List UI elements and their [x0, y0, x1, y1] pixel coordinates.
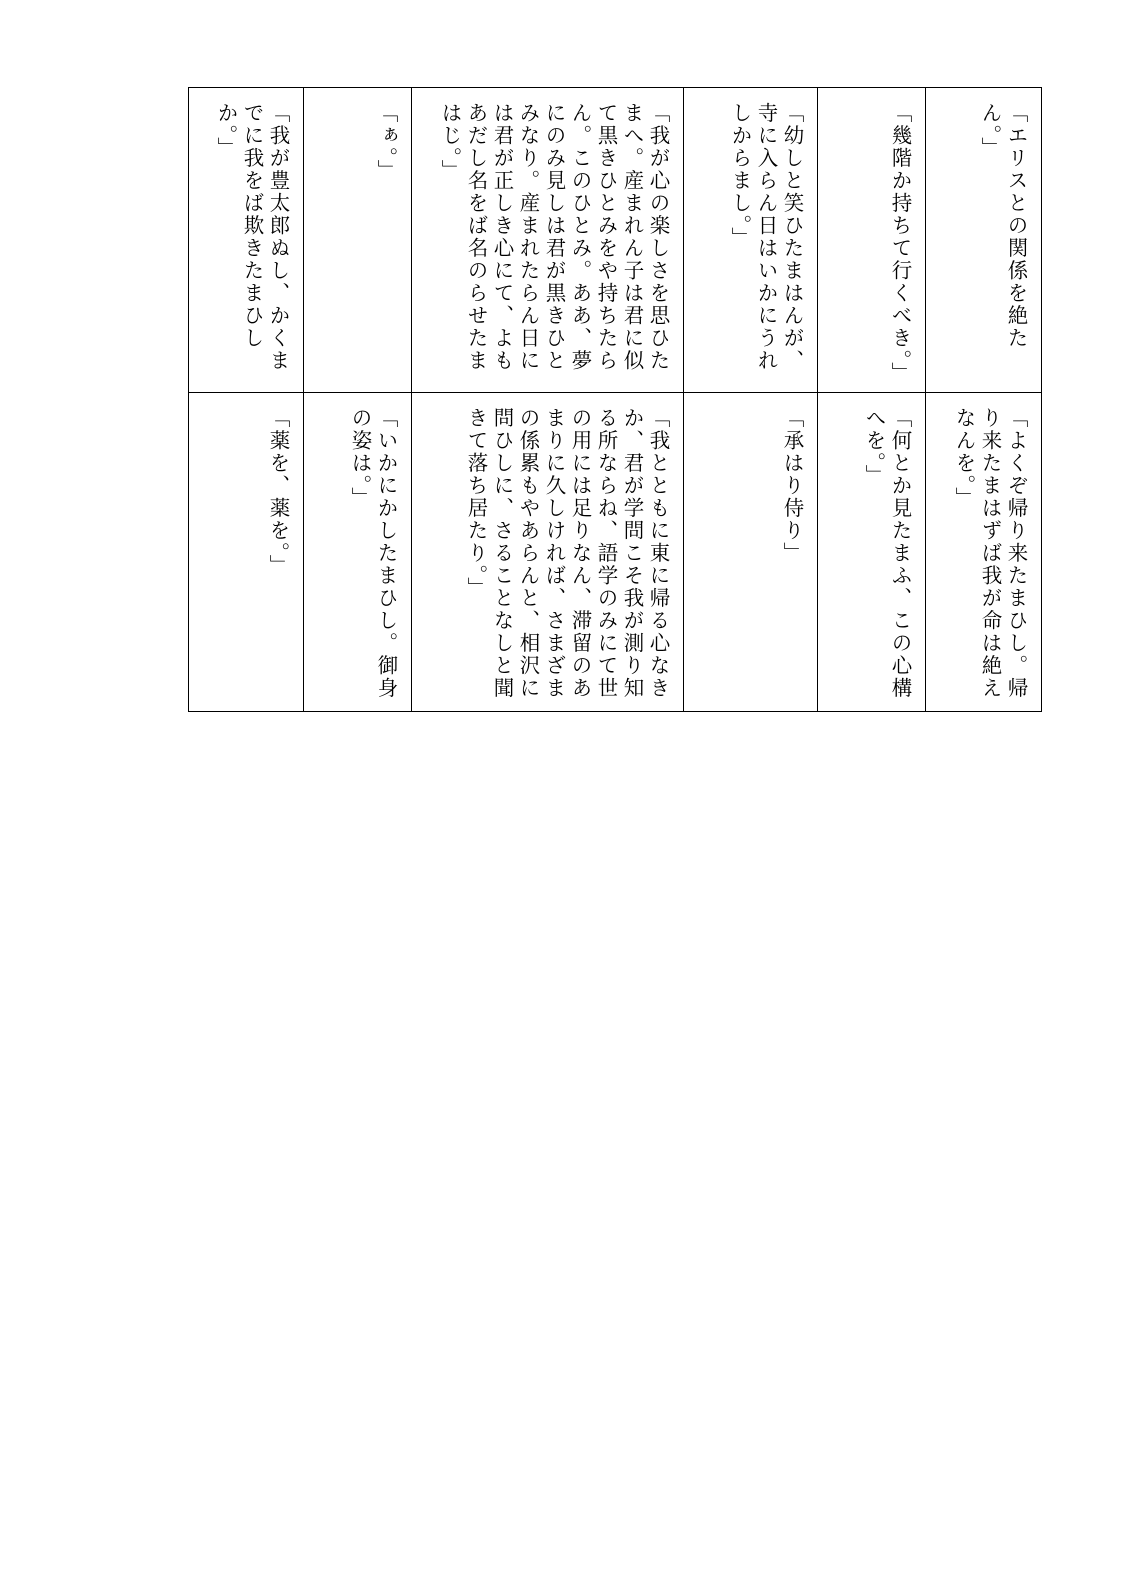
- quote-text: 「我が心の楽しさを思ひたまへ。産まれん子は君に似て黒きひとみをや持ちたらん。このひとみ。ああ、夢にのみ見しは君が黒きひとみなり。産まれたらん日には君が正しき心にて、よもあだし名をば名のらせたまはじ。」: [438, 102, 670, 372]
- table-cell: [926, 88, 1042, 393]
- quote-text: 「薬を、薬を。」: [266, 407, 290, 577]
- table-cell: [684, 393, 818, 712]
- table-cell: [926, 393, 1042, 712]
- quote-text: 「幼しと笑ひたまはんが、寺に入らん日はいかにうれしからまし。」: [728, 102, 804, 372]
- table-cell: [189, 393, 304, 712]
- table-row-top: [189, 88, 1042, 393]
- quote-text: 「我が豊太郎ぬし、かくまでに我をば欺きたまひしか。」: [214, 102, 290, 372]
- quote-text: 「エリスとの関係を絶たん。」: [978, 102, 1028, 350]
- table-cell: [684, 88, 818, 393]
- table-cell: [818, 88, 926, 393]
- quote-text: 「幾階か持ちて行くべき。」: [888, 102, 912, 385]
- table-row-bottom: [189, 393, 1042, 712]
- quotation-table: [188, 87, 1042, 712]
- table-cell: [412, 393, 684, 712]
- table-cell: [304, 393, 412, 712]
- quote-text: 「何とか見たまふ、この心構へを。」: [862, 407, 912, 700]
- table-cell: [818, 393, 926, 712]
- quote-text: 「いかにかしたまひし。御身の姿は。」: [348, 407, 398, 700]
- quote-text: 「承はり侍り」: [780, 407, 804, 565]
- table-cell: [304, 88, 412, 393]
- table-cell: [412, 88, 684, 393]
- table-cell: [189, 88, 304, 393]
- quote-text: 「我とともに東に帰る心なきか、君が学問こそ我が測り知る所ならね、語学のみにて世の用には足りなん、滞留のあまりに久しければ、さまざまの係累もやあらんと、相沢に問ひしに、さることなしと聞きて落ち居たり。」: [464, 407, 670, 700]
- quote-text: 「よくぞ帰り来たまひし。帰り来たまはずば我が命は絶えなんを。」: [952, 407, 1028, 700]
- quote-text: 「ぁ。」: [374, 102, 398, 182]
